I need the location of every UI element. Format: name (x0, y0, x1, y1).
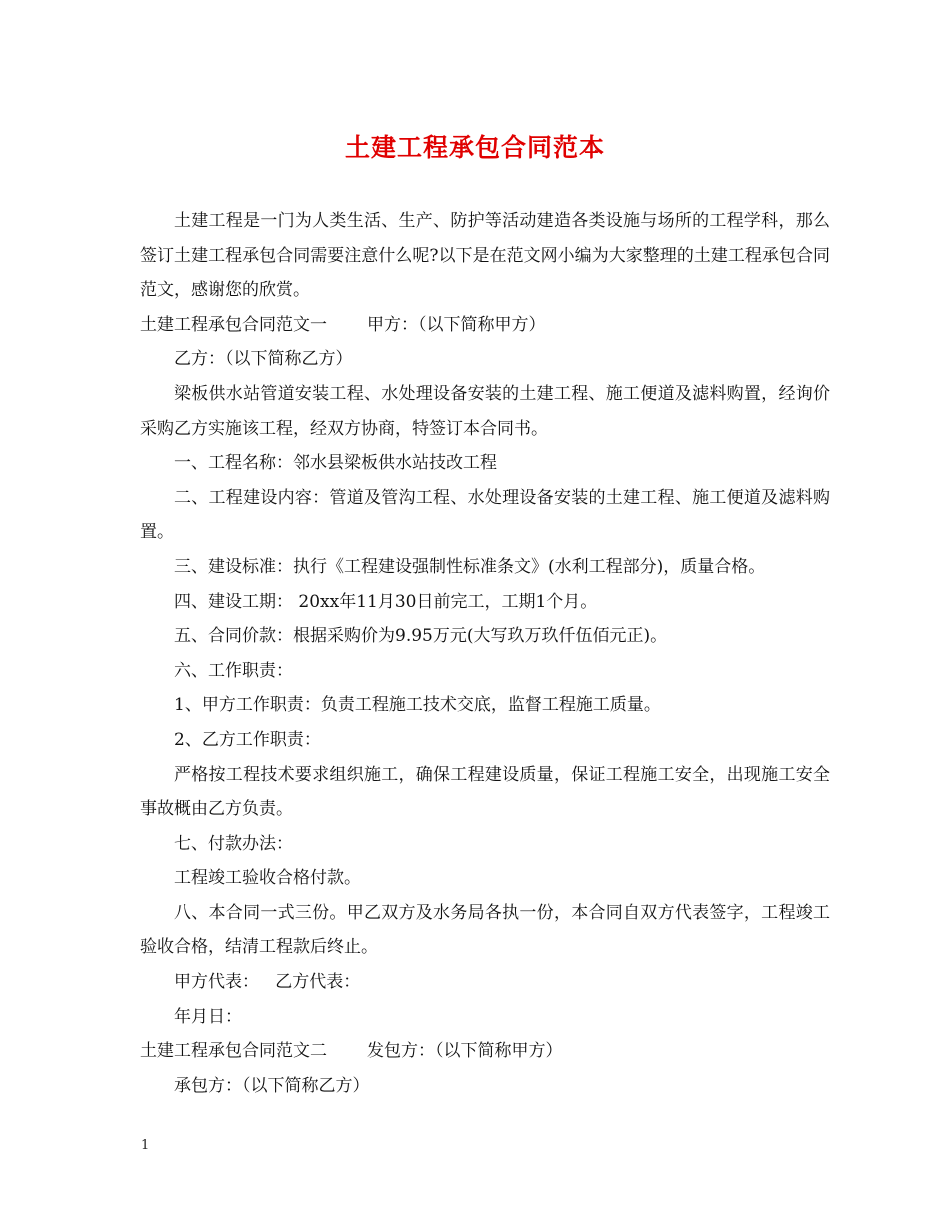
clause-7-detail: 工程竣工验收合格付款。 (174, 868, 361, 889)
clause-4: 四、建设工期： 20xx年11月30日前完工，工期1个月。 (174, 591, 598, 612)
signature-party-b: 乙方代表： (275, 972, 361, 993)
sample2-party-a: 发包方：（以下简称甲方） (367, 1041, 563, 1062)
intro-paragraph: 土建工程是一门为人类生活、生产、防护等活动建造各类设施与场所的工程学科，那么签订土建工程承包合同需要注意什么呢?以下是在范文网小编为大家整理的土建工程承包合同范文，感谢您的欣赏。 (140, 211, 830, 301)
project-description: 梁板供水站管道安装工程、水处理设备安装的土建工程、施工便道及滤料购置，经询价采购乙方实施该工程，经双方协商，特签订本合同书。 (140, 383, 830, 439)
clause-3: 三、建设标准：执行《工程建设强制性标准条文》(水利工程部分)，质量合格。 (174, 556, 766, 577)
page-number: 1 (141, 1138, 150, 1153)
sample1-party-a: 甲方：（以下简称甲方） (367, 314, 546, 335)
date-line: 年月日： (174, 1006, 242, 1027)
clause-6-2-detail: 严格按工程技术要求组织施工，确保工程建设质量，保证工程施工安全，出现施工安全事故概由乙方负责。 (140, 764, 830, 820)
document-body (140, 204, 830, 1103)
clause-6: 六、工作职责： (174, 660, 293, 681)
sample1-heading-line (140, 308, 830, 343)
signature-party-a: 甲方代表： (174, 972, 259, 993)
clause-2: 二、工程建设内容：管道及管沟工程、水处理设备安装的土建工程、施工便道及滤料购置。 (140, 487, 830, 543)
clause-8: 八、本合同一式三份。甲乙双方及水务局各执一份，本合同自双方代表签字，工程竣工验收合格，结清工程款后终止。 (140, 902, 830, 958)
clause-6-2: 2、乙方工作职责： (174, 729, 321, 750)
clause-7: 七、付款办法： (174, 833, 293, 854)
document-title: 土建工程承包合同范本 (344, 133, 605, 162)
sample2-heading-line (140, 1034, 830, 1069)
clause-1: 一、工程名称：邻水县梁板供水站技改工程 (174, 453, 497, 474)
sample1-heading: 土建工程承包合同范文一 (140, 314, 327, 335)
clause-6-1: 1、甲方工作职责：负责工程施工技术交底，监督工程施工质量。 (174, 695, 661, 716)
clause-5: 五、合同价款：根据采购价为9.95万元(大写玖万玖仟伍佰元正)。 (174, 626, 668, 647)
sample2-heading: 土建工程承包合同范文二 (140, 1041, 327, 1062)
contractor-line: 承包方：（以下简称乙方） (174, 1075, 370, 1096)
party-b-line: 乙方：（以下简称乙方） (174, 349, 353, 370)
signature-line (140, 965, 830, 1000)
